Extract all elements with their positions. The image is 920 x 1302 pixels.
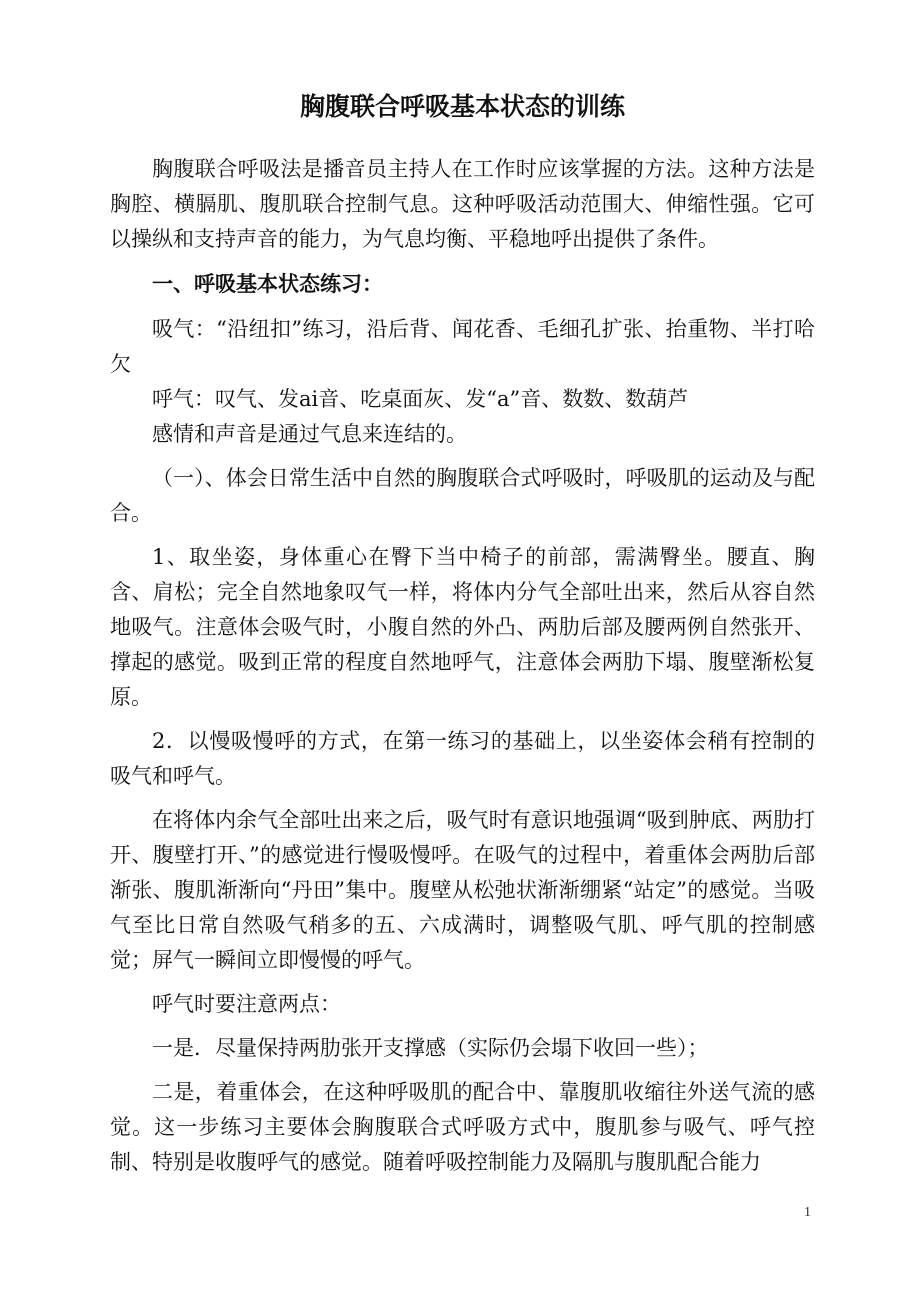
exhale-paragraph: 呼气：叹气、发ai音、吃桌面灰、发“a”音、数数、数葫芦 [152,387,689,411]
point-two-paragraph: 二是，着重体会，在这种呼吸肌的配合中、靠腹肌收缩往外送气流的感觉。这一步练习主要体会胸腹联合式呼吸方式中，腹肌参与吸气、呼气控制、特别是收腹呼气的感觉。随着呼吸控制能力及隔肌与腹肌配合能力 [110,1080,815,1174]
document-page [110,84,815,1180]
point-one-paragraph: 一是．尽量保持两肋张开支撑感（实际仍会塌下收回一些）； [152,1036,709,1060]
step-one-paragraph: 1、取坐姿，身体重心在臀下当中椅子的前部，需满臀坐。腰直、胸含、肩松；完全自然地象叹气一样，将体内分气全部吐出来，然后从容自然地吸气。注意体会吸气时，小腹自然的外凸、两肋后部及腰两例自然张开、撑起的感觉。吸到正常的程度自然地呼气，注意体会两肋下塌、腹壁渐松复原。 [110,545,815,709]
page-number: 1 [804,1205,811,1220]
intro-paragraph: 胸腹联合呼吸法是播音员主持人在工作时应该掌握的方法。这种方法是胸腔、横膈肌、腹肌联合控制气息。这种呼吸活动范围大、伸缩性强。它可以操纵和支持声音的能力，为气息均衡、平稳地呼出提供了条件。 [110,157,815,251]
step-two-paragraph: 2．以慢吸慢呼的方式，在第一练习的基础上，以坐姿体会稍有控制的吸气和呼气。 [110,729,815,788]
step-two-detail-paragraph: 在将体内余气全部吐出来之后，吸气时有意识地强调“吸到肿底、两肋打开、腹壁打开、”的感觉进行慢吸慢呼。在吸气的过程中，着重体会两肋后部渐张、腹肌渐渐向“丹田”集中。腹壁从松弛状渐渐绷紧“站定”的感觉。当吸气至比日常自然吸气稍多的五、六成满时，调整吸气肌、呼气肌的控制感觉；屏气一瞬间立即慢慢的呼气。 [110,808,815,972]
emotion-paragraph: 感情和声音是通过气息来连结的。 [152,422,467,446]
section-heading: 一、呼吸基本状态练习： [152,272,383,296]
subsection-heading: （一）、体会日常生活中自然的胸腹联合式呼吸时，呼吸肌的运动及与配合。 [110,466,815,525]
document-title: 胸腹联合呼吸基本状态的训练 [299,92,625,121]
exhale-points-heading: 呼气时要注意两点： [152,992,341,1016]
inhale-paragraph: 吸气：“沿纽扣”练习，沿后背、闻花香、毛细孔扩张、抬重物、半打哈欠 [110,317,815,376]
